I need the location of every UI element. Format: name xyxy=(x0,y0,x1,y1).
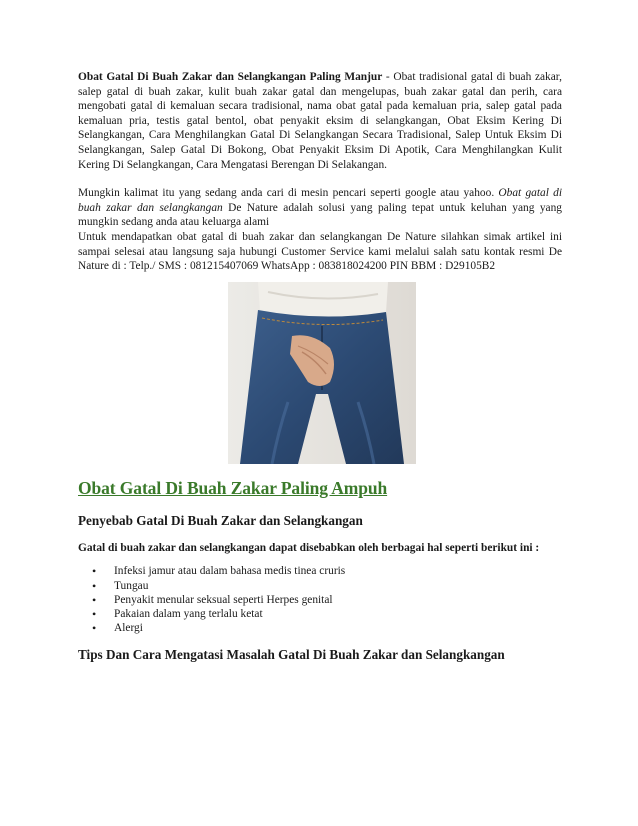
list-item: • Infeksi jamur atau dalam bahasa medis tinea cruris xyxy=(114,564,562,578)
jeans-photo xyxy=(228,282,416,464)
document-page xyxy=(78,70,562,663)
tips-heading: Tips Dan Cara Mengatasi Masalah Gatal Di Buah Zakar dan Selangkangan xyxy=(78,647,505,663)
list-item: • Pakaian dalam yang terlalu ketat xyxy=(114,607,562,621)
cause-heading: Penyebab Gatal Di Buah Zakar dan Selangkangan xyxy=(78,512,363,528)
main-heading: Obat Gatal Di Buah Zakar Paling Ampuh xyxy=(78,477,388,498)
search-paragraph-italic: Obat gatal di buah zakar dan selangkangan xyxy=(78,187,562,214)
cause-list xyxy=(78,564,562,635)
spacer xyxy=(78,172,562,186)
search-paragraph xyxy=(78,186,562,230)
search-paragraph-tail: De Nature adalah solusi yang paling tepat untuk keluhan yang yang mungkin sedang anda atau keluarga alami xyxy=(78,201,562,229)
intro-bold-title: Obat Gatal Di Buah Zakar dan Selangkangan Paling Manjur xyxy=(78,71,383,83)
contact-paragraph: Untuk mendapatkan obat gatal di buah zakar dan selangkangan De Nature silahkan simak artikel ini sampai selesai atau langsung saja hubungi Customer Service kami melalui salah satu kontak resmi De Nature di : Telp./ SMS : 081215407069 WhatsApp : 083818024200 PIN BBM : D29105B2 xyxy=(78,230,562,273)
list-item: • Alergi xyxy=(114,621,562,635)
intro-body: - Obat tradisional gatal di buah zakar, salep gatal di buah zakar, kulit buah zakar gatal dan mengelupas, buah zakar gatal dan perih, cara mengobati gatal di kemaluan secara tradisional, nama obat gatal pada kemaluan pria, salep gatal pada kemaluan pria, testis gatal bentol, obat penyakit eksim di selangkangan, Obat Eksim Kering Di Selangkangan, Cara Menghilangkan Gatal Di Selangkangan Secara Tradisional, Salep Untuk Eksim Di Selangkangan, Salep Gatal Di Bokong, Obat Penyakit Eksim Di Apotik, Cara Menghilangkan Kulit Kering Di Selangkangan, Cara Mengatasi Berengan Di Selakangan. xyxy=(78,71,562,171)
jeans-illustration xyxy=(228,282,416,464)
list-item: • Penyakit menular seksual seperti Herpes genital xyxy=(114,593,562,607)
intro-paragraph xyxy=(78,70,562,172)
search-paragraph-text: Mungkin kalimat itu yang sedang anda cari di mesin pencari seperti google atau yahoo. xyxy=(78,187,499,200)
list-item: • Tungau xyxy=(114,579,562,593)
cause-intro: Gatal di buah zakar dan selangkangan dapat disebabkan oleh berbagai hal seperti berikut ini : xyxy=(78,541,540,554)
